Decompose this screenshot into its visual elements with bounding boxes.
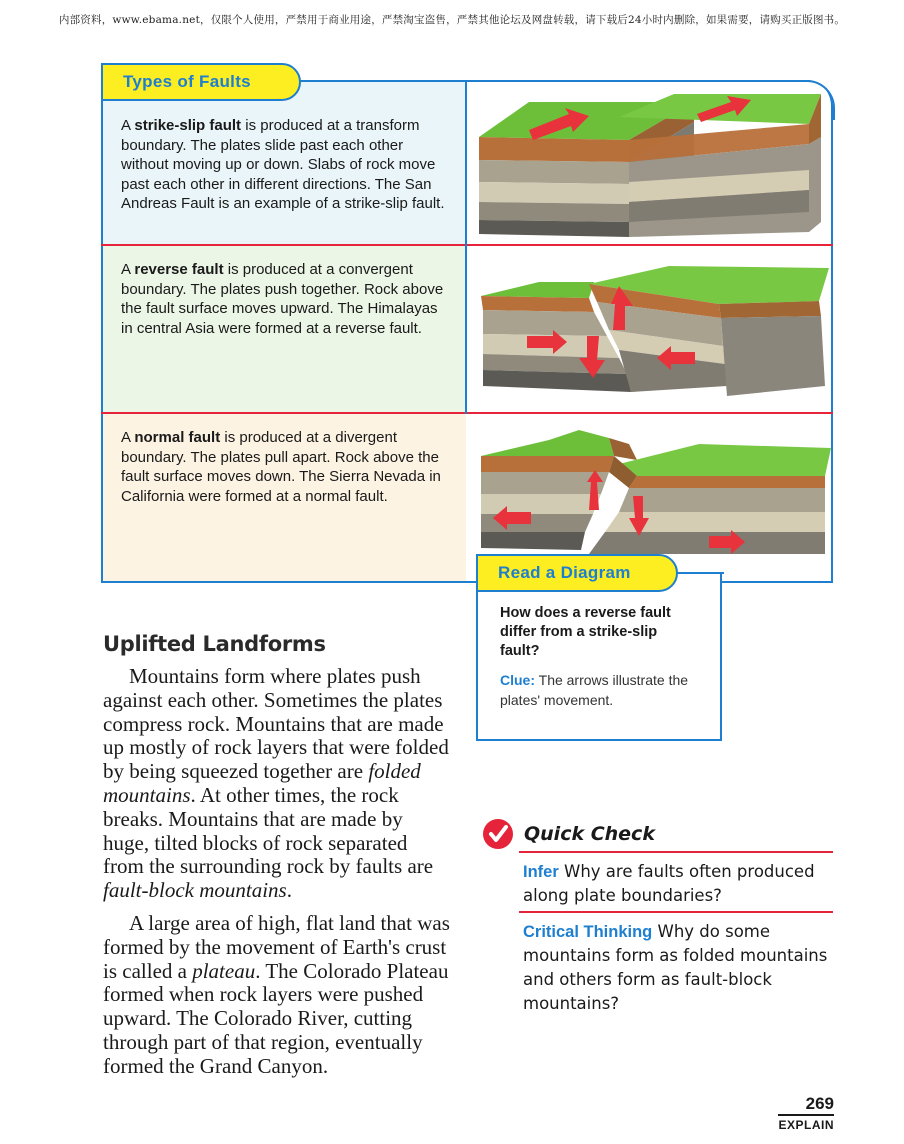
fault-row-normal <box>103 414 831 581</box>
fault-text-post: is produced at a convergent boundary. The plates push together. Rock above the fault surface moves upward. The Himalayas in central Asia were formed at a reverse fault. <box>121 261 444 337</box>
fault-text-pre: A <box>121 117 135 134</box>
quick-check-title: Quick Check <box>524 823 655 845</box>
fault-text-pre: A <box>121 429 135 446</box>
fault-row-reverse <box>103 246 831 412</box>
fault-text-post: is produced at a divergent boundary. The plates pull apart. Rock above the fault surface moves down. The Sierra Nevada in California were formed at a normal fault. <box>121 429 441 505</box>
read-a-diagram-question: How does a reverse fault differ from a strike-slip fault? <box>500 605 671 659</box>
fault-text-post: is produced at a transform boundary. The plates slide past each other without moving up or down. Slabs of rock move past each other in different directions. The San Andreas Fault is an example of a strike-slip fault. <box>121 117 445 212</box>
read-a-diagram-clue <box>500 671 700 710</box>
types-of-faults-tab: Types of Faults <box>101 63 301 101</box>
body-paragraph-1 <box>103 665 453 903</box>
quick-check-label: Infer <box>523 863 559 881</box>
paragraph-text: Mountains form where plates push against each other. Sometimes the plates compress rock. Mountains that are made up mostly of rock layers that were folded by being squeezed together are <box>103 664 449 784</box>
clue-label: Clue: <box>500 672 535 688</box>
paragraph-text: . The Colorado Plateau formed when rock layers were pushed upward. The Colorado River, cutting through part of that region, eventually formed the Grand Canyon. <box>103 958 449 1078</box>
quick-check-question: Why do some mountains form as folded mountains and others form as fault-block mountains? <box>523 922 828 1013</box>
page-number-rule <box>778 1114 834 1116</box>
checkmark-circle-icon <box>483 819 513 849</box>
strike-slip-fault-diagram <box>469 82 831 244</box>
term-fault-block-mountains: fault-block mountains <box>103 878 287 903</box>
fault-text-pre: A <box>121 261 135 278</box>
body-paragraph-2 <box>103 912 453 1079</box>
quick-check-item-infer <box>523 860 835 908</box>
column-divider <box>465 82 467 414</box>
paragraph-text: . <box>286 878 292 903</box>
quick-check-label: Critical Thinking <box>523 923 653 941</box>
fault-term-reverse: reverse fault <box>134 261 224 278</box>
clue-text: The arrows illustrate the plates' movement. <box>500 672 689 708</box>
paragraph-text: . At other times, the rock breaks. Mountains that are made by huge, tilted blocks of rock separated from the surrounding rock by faults are <box>103 782 434 879</box>
paragraph-text: A large area of high, flat land that was formed by the movement of Earth's crust is called a <box>103 911 450 983</box>
read-a-diagram-box <box>476 572 722 741</box>
section-label: EXPLAIN <box>778 1118 834 1132</box>
term-plateau: plateau <box>192 958 256 983</box>
fault-term-normal: normal fault <box>134 429 221 446</box>
quick-check-rule <box>519 911 833 913</box>
term-folded-mountains: folded mountains <box>103 759 421 807</box>
read-a-diagram-tab: Read a Diagram <box>476 554 678 592</box>
reverse-fault-diagram <box>469 246 831 412</box>
watermark-banner: 内部资料，www.ebama.net，仅限个人使用，严禁用于商业用途，严禁淘宝盗售，严禁其他论坛及网盘转载，请下载后24小时内删除，如果需要，请购买正版图书。 <box>58 14 846 26</box>
fault-description-normal <box>103 414 466 581</box>
quick-check-question: Why are faults often produced along plate boundaries? <box>523 862 815 905</box>
page-number: 269 <box>805 1094 834 1113</box>
quick-check-rule <box>519 851 833 853</box>
fault-term-strike-slip: strike-slip fault <box>134 117 242 134</box>
fault-row-strike-slip <box>103 82 831 244</box>
fault-description-reverse <box>103 246 466 412</box>
fault-description-strike-slip <box>103 82 466 244</box>
section-title: Uplifted Landforms <box>103 632 326 656</box>
quick-check-item-critical-thinking <box>523 920 835 1016</box>
